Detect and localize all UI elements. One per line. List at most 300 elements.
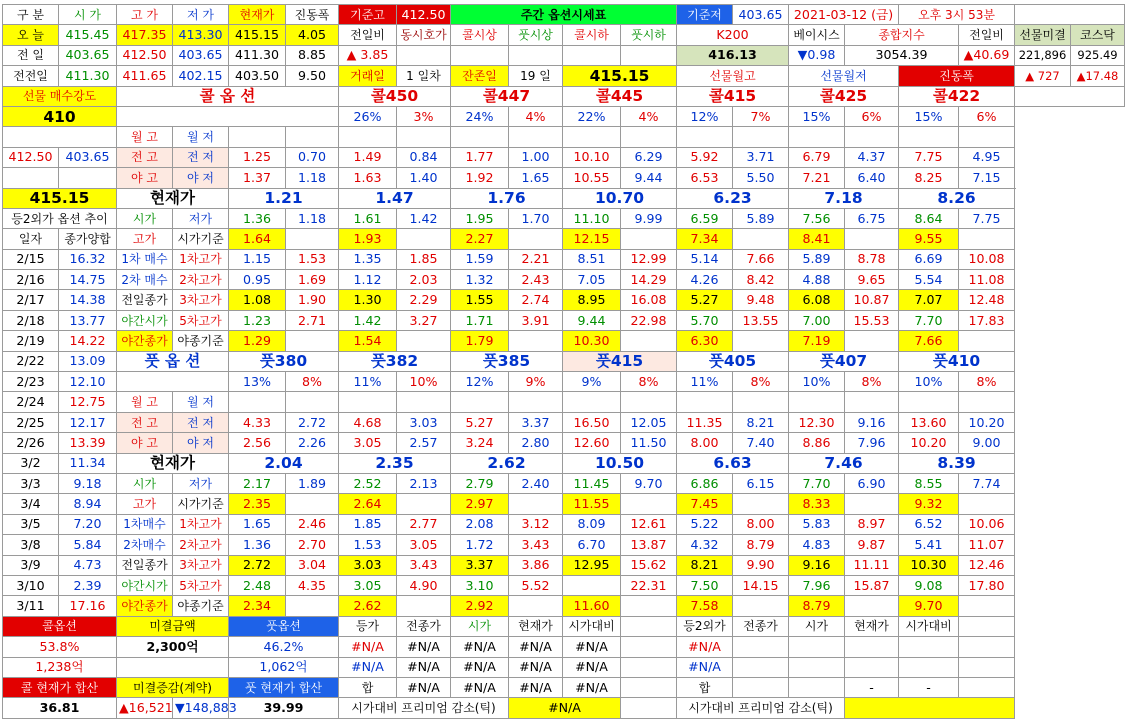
call-yajeo[interactable]: 1.65 [509,168,563,188]
call-jeongo[interactable]: 10.10 [563,147,621,167]
put-jeongo[interactable]: 12.30 [789,412,845,432]
header-current[interactable]: 현재가 [229,5,286,25]
put-value[interactable]: 8.21 [677,555,733,575]
put-pct-a[interactable]: 11% [677,372,733,392]
call-pct-b[interactable]: 4% [621,106,677,126]
call-jeonjeo[interactable]: 1.00 [509,147,563,167]
call-jeonjeo[interactable]: 3.71 [733,147,789,167]
cell[interactable] [899,127,959,147]
row-label[interactable]: 2차매수 [117,535,173,555]
table-a-r2[interactable]: #N/A [339,657,397,677]
call-top-label[interactable]: 콜시상 [451,25,509,45]
cell[interactable] [959,637,1015,657]
cell[interactable] [509,494,563,514]
put-night-close[interactable]: 2.62 [339,596,397,616]
call-current[interactable]: 10.70 [563,188,677,208]
put-open[interactable]: 2.17 [229,473,286,493]
low-value[interactable]: 413.30 [173,25,229,45]
table-a-footer-label[interactable]: 시가대비 프리미엄 감소(틱) [339,698,509,718]
current-value[interactable]: 411.30 [229,45,286,65]
fut-month-low[interactable]: 선물월저 [789,66,899,86]
range-value[interactable]: 9.50 [286,66,339,86]
call-value[interactable]: 7.05 [563,270,621,290]
cell[interactable] [845,657,899,677]
put-value[interactable]: 7.50 [677,575,733,595]
k200-label[interactable]: K200 [677,25,789,45]
range-value[interactable]: 8.85 [286,45,339,65]
put-value[interactable]: 2.46 [286,514,339,534]
call-pct-a[interactable]: 22% [563,106,621,126]
put-title[interactable]: 풋 옵 션 [117,351,229,371]
put-yajeo[interactable]: 9.00 [959,433,1015,453]
call-night-close[interactable]: 10.30 [563,331,621,351]
put-jeonjeo[interactable]: 3.03 [397,412,451,432]
call-value[interactable]: 1.08 [229,290,286,310]
call-open[interactable]: 6.59 [677,208,733,228]
cell[interactable] [621,331,677,351]
call-cur-big[interactable]: 415.15 [3,188,117,208]
put-sum-label[interactable]: 풋 현재가 합산 [229,677,339,697]
cell[interactable] [899,657,959,677]
high-label[interactable]: 고가 [117,494,173,514]
table-a-h1[interactable]: 전종가 [397,616,451,636]
put-night-close[interactable]: 8.79 [789,596,845,616]
cell[interactable] [899,392,959,412]
call-pct-a[interactable]: 15% [789,106,845,126]
date-cell[interactable]: 2/23 [3,372,59,392]
call-value[interactable]: 7.07 [899,290,959,310]
trade-day-label[interactable]: 거래일 [339,66,397,86]
cell[interactable] [845,127,899,147]
put-value[interactable]: 4.35 [286,575,339,595]
cell[interactable] [959,596,1015,616]
put-value[interactable]: 2.48 [229,575,286,595]
current-value[interactable]: 415.15 [229,25,286,45]
cell[interactable] [1015,5,1125,25]
left-val1[interactable]: 412.50 [3,147,59,167]
kospi-label[interactable]: 종합지수 [845,25,959,45]
call-value[interactable]: 1.71 [451,310,509,330]
table-b-footer-label[interactable]: 시가대비 프리미엄 감소(틱) [677,698,845,718]
put-high[interactable]: 11.55 [563,494,621,514]
put-open[interactable]: 7.70 [789,473,845,493]
put-pct[interactable]: 46.2% [229,637,339,657]
open-value[interactable]: 403.65 [59,45,117,65]
high-value[interactable]: 411.65 [117,66,173,86]
put-strike[interactable]: 풋385 [451,351,563,371]
put-high[interactable]: 9.32 [899,494,959,514]
call-value[interactable]: 2.03 [397,270,451,290]
put-value[interactable]: 3.03 [339,555,397,575]
trend-label[interactable]: 등2외가 옵션 추이 [3,208,117,228]
call-night-close[interactable]: 6.30 [677,331,733,351]
cell[interactable] [339,127,397,147]
cell[interactable] [286,127,339,147]
table-a-r2[interactable]: #N/A [509,657,563,677]
night-close-label[interactable]: 야간종가 [117,331,173,351]
call-jeongo[interactable]: 6.79 [789,147,845,167]
call-yajeo[interactable]: 1.18 [286,168,339,188]
cell[interactable] [621,637,677,657]
simultaneous-label[interactable]: 동시호가 [397,25,451,45]
cell[interactable] [789,637,845,657]
call-jeonjeo-label[interactable]: 전 저 [173,147,229,167]
table-b-h1[interactable]: 전종가 [733,616,789,636]
call-sum[interactable]: 36.81 [3,698,117,718]
close-sum[interactable]: 16.32 [59,249,117,269]
row-label[interactable]: 전일종가 [117,555,173,575]
date-cell[interactable]: 2/18 [3,310,59,330]
put-low[interactable]: 7.74 [959,473,1015,493]
call-high[interactable]: 8.41 [789,229,845,249]
kosdaq-label[interactable]: 코스닥 [1071,25,1125,45]
date-cell[interactable]: 3/8 [3,535,59,555]
close-sum[interactable]: 5.84 [59,535,117,555]
cell[interactable] [286,331,339,351]
put-night-close[interactable]: 2.92 [451,596,509,616]
call-value[interactable]: 6.69 [899,249,959,269]
put-monthly-high-label[interactable]: 월 고 [117,392,173,412]
call-current[interactable]: 1.76 [451,188,563,208]
close-sum[interactable]: 17.16 [59,596,117,616]
call-jeongo[interactable]: 1.49 [339,147,397,167]
put-yago[interactable]: 3.24 [451,433,509,453]
put-yago[interactable]: 8.00 [677,433,733,453]
call-high[interactable]: 2.27 [451,229,509,249]
put-low[interactable]: 6.90 [845,473,899,493]
put-current[interactable]: 7.46 [789,453,899,473]
put-cur-label[interactable]: 현재가 [117,453,229,473]
fut-month-high[interactable]: 선물월고 [677,66,789,86]
call-open[interactable]: 8.64 [899,208,959,228]
put-value[interactable]: 3.05 [339,575,397,595]
call-value[interactable]: 1.55 [451,290,509,310]
high-value[interactable]: 412.50 [117,45,173,65]
put-pct-b[interactable]: 8% [286,372,339,392]
call-value[interactable]: 1.90 [286,290,339,310]
close-sum[interactable]: 4.73 [59,555,117,575]
close-sum[interactable]: 12.10 [59,372,117,392]
put-pct-a[interactable]: 12% [451,372,509,392]
call-current[interactable]: 6.23 [677,188,789,208]
put-yajeo[interactable]: 7.96 [845,433,899,453]
call-value[interactable]: 17.83 [959,310,1015,330]
call-low[interactable]: 5.89 [733,208,789,228]
call-jeonjeo[interactable]: 0.84 [397,147,451,167]
kospi-prev-label[interactable]: 전일비 [959,25,1015,45]
cell[interactable] [789,392,845,412]
cell[interactable] [397,229,451,249]
cell[interactable] [509,331,563,351]
put-strike[interactable]: 풋382 [339,351,451,371]
call-value[interactable]: 8.42 [733,270,789,290]
call-value[interactable]: 1.35 [339,249,397,269]
row-label[interactable]: 전일종가 [117,290,173,310]
put-value[interactable]: 8.97 [845,514,899,534]
call-value[interactable]: 15.53 [845,310,899,330]
call-value[interactable]: 8.51 [563,249,621,269]
put-current[interactable]: 2.35 [339,453,451,473]
put-current[interactable]: 6.63 [677,453,789,473]
high-base-label[interactable]: 시가기준 [173,494,229,514]
strength-value[interactable]: 410 [3,106,117,126]
call-sum-label[interactable]: 콜 현재가 합산 [3,677,117,697]
put-current[interactable]: 2.62 [451,453,563,473]
row-label[interactable]: 1차 매수 [117,249,173,269]
base-high-value[interactable]: 412.50 [397,5,451,25]
put-open[interactable]: 11.45 [563,473,621,493]
cell[interactable] [621,616,677,636]
cell[interactable] [509,45,563,65]
call-yago[interactable]: 1.92 [451,168,509,188]
cell[interactable] [733,127,789,147]
call-value[interactable]: 6.08 [789,290,845,310]
kospi-prev-value[interactable]: ▲40.69 [959,45,1015,65]
put-value[interactable]: 6.52 [899,514,959,534]
put-low[interactable]: 1.89 [286,473,339,493]
put-value[interactable]: 9.90 [733,555,789,575]
high-value[interactable]: 417.35 [117,25,173,45]
oi-chg-label[interactable]: 미결증감(계약) [117,677,229,697]
call-strike[interactable]: 콜450 [339,86,451,106]
call-value[interactable]: 10.08 [959,249,1015,269]
call-yago[interactable]: 10.55 [563,168,621,188]
call-yajeo[interactable]: 1.40 [397,168,451,188]
put-amount[interactable]: 1,062억 [229,657,339,677]
call-value[interactable]: 16.08 [621,290,677,310]
put-strike[interactable]: 풋380 [229,351,339,371]
call-value[interactable]: 5.54 [899,270,959,290]
put-low[interactable]: 2.40 [509,473,563,493]
call-value[interactable]: 22.98 [621,310,677,330]
kospi-value[interactable]: 3054.39 [845,45,959,65]
put-value[interactable]: 15.62 [621,555,677,575]
call-value[interactable]: 9.44 [563,310,621,330]
call-night-close[interactable]: 1.29 [229,331,286,351]
cell[interactable] [959,657,1015,677]
put-pct-a[interactable]: 13% [229,372,286,392]
oi-amount[interactable]: 2,300억 [117,637,229,657]
put-jeonjeo[interactable]: 8.21 [733,412,789,432]
row-label[interactable]: 5차고가 [173,310,229,330]
call-strike[interactable]: 콜415 [677,86,789,106]
cell[interactable] [845,637,899,657]
close-sum[interactable]: 12.17 [59,412,117,432]
call-strike[interactable]: 콜447 [451,86,563,106]
row-label[interactable]: 전 일 [3,45,59,65]
call-pct[interactable]: 53.8% [3,637,117,657]
call-low[interactable]: 1.18 [286,208,339,228]
cell[interactable] [845,392,899,412]
low-label[interactable]: 저가 [173,473,229,493]
put-value[interactable]: 12.46 [959,555,1015,575]
night-base-label[interactable]: 야종기준 [173,596,229,616]
put-low[interactable]: 2.13 [397,473,451,493]
put-current[interactable]: 10.50 [563,453,677,473]
current-value[interactable]: 403.50 [229,66,286,86]
date-cell[interactable]: 3/2 [3,453,59,473]
put-open[interactable]: 8.55 [899,473,959,493]
range-value[interactable]: 4.05 [286,25,339,45]
put-value[interactable]: 4.32 [677,535,733,555]
close-sum[interactable]: 12.75 [59,392,117,412]
put-value[interactable]: 8.09 [563,514,621,534]
date-cell[interactable]: 2/26 [3,433,59,453]
put-yajeo[interactable]: 2.80 [509,433,563,453]
call-yago-label[interactable]: 야 고 [117,168,173,188]
cell[interactable] [845,596,899,616]
trade-day-value[interactable]: 1 일차 [397,66,451,86]
put-jeongo[interactable]: 4.68 [339,412,397,432]
put-bottom-label[interactable]: 풋시하 [621,25,677,45]
basis-label[interactable]: 베이시스 [789,25,845,45]
close-sum[interactable]: 13.77 [59,310,117,330]
put-current[interactable]: 2.04 [229,453,339,473]
table-a-sum-label[interactable]: 합 [339,677,397,697]
call-high[interactable]: 7.34 [677,229,733,249]
call-jeongo[interactable]: 7.75 [899,147,959,167]
put-value[interactable]: 3.43 [397,555,451,575]
call-yago[interactable]: 7.21 [789,168,845,188]
put-jeongo[interactable]: 5.27 [451,412,509,432]
put-value[interactable]: 17.80 [959,575,1015,595]
low-value[interactable]: 403.65 [173,45,229,65]
remain-label[interactable]: 잔존일 [451,66,509,86]
night-close-label[interactable]: 야간종가 [117,596,173,616]
row-label[interactable]: 오 늘 [3,25,59,45]
put-value[interactable]: 11.11 [845,555,899,575]
basis-value[interactable]: ▼0.98 [789,45,845,65]
call-value[interactable]: 12.48 [959,290,1015,310]
put-yajeo[interactable]: 7.40 [733,433,789,453]
call-pct-a[interactable]: 26% [339,106,397,126]
row-label[interactable]: 야간시가 [117,575,173,595]
header-high[interactable]: 고 가 [117,5,173,25]
open-label[interactable]: 시가 [117,208,173,228]
cell[interactable] [733,677,789,697]
table-a-r1[interactable]: #N/A [451,637,509,657]
call-pct-a[interactable]: 12% [677,106,733,126]
cell[interactable] [621,229,677,249]
put-jeonjeo[interactable]: 3.37 [509,412,563,432]
futures-oi-value[interactable]: 221,896 [1015,45,1071,65]
cell[interactable] [677,392,733,412]
futures-oi-label[interactable]: 선물미결 [1015,25,1071,45]
cell[interactable] [621,127,677,147]
put-value[interactable]: 3.43 [509,535,563,555]
cell[interactable] [789,657,845,677]
call-low[interactable]: 1.70 [509,208,563,228]
put-night-close[interactable]: 7.58 [677,596,733,616]
call-value[interactable]: 5.27 [677,290,733,310]
put-yago[interactable]: 2.56 [229,433,286,453]
put-night-close[interactable]: 2.34 [229,596,286,616]
put-high[interactable]: 2.97 [451,494,509,514]
call-cur-label[interactable]: 현재가 [117,188,229,208]
put-yago[interactable]: 12.60 [563,433,621,453]
close-sum[interactable]: 9.18 [59,473,117,493]
cell[interactable] [339,392,397,412]
table-a-r1[interactable]: #N/A [397,637,451,657]
row-label[interactable]: 전전일 [3,66,59,86]
call-value[interactable]: 1.32 [451,270,509,290]
close-sum[interactable]: 13.39 [59,433,117,453]
put-jeonjeo-label[interactable]: 전 저 [173,412,229,432]
close-sum[interactable]: 14.75 [59,270,117,290]
put-low[interactable]: 9.70 [621,473,677,493]
put-jeongo[interactable]: 4.33 [229,412,286,432]
call-yago[interactable]: 1.63 [339,168,397,188]
put-value[interactable]: 9.16 [789,555,845,575]
remain-value[interactable]: 19 일 [509,66,563,86]
put-value[interactable]: 3.86 [509,555,563,575]
table-b-h2[interactable]: 시가 [789,616,845,636]
put-yago[interactable]: 8.86 [789,433,845,453]
header-open[interactable]: 시 가 [59,5,117,25]
cell[interactable] [3,127,117,147]
open-label[interactable]: 시가 [117,473,173,493]
put-value[interactable]: 3.37 [451,555,509,575]
put-yago-label[interactable]: 야 고 [117,433,173,453]
put-high[interactable]: 7.45 [677,494,733,514]
call-high[interactable]: 9.55 [899,229,959,249]
date-cell[interactable]: 3/10 [3,575,59,595]
cell[interactable] [733,637,789,657]
put-value[interactable]: 1.65 [229,514,286,534]
put-value[interactable]: 2.08 [451,514,509,534]
close-sum[interactable]: 14.38 [59,290,117,310]
call-monthly-high-label[interactable]: 월 고 [117,127,173,147]
cell[interactable] [733,331,789,351]
cell[interactable] [286,392,339,412]
date-cell[interactable]: 2/17 [3,290,59,310]
put-value[interactable]: 1.53 [339,535,397,555]
cell[interactable] [621,392,677,412]
range-label[interactable]: 진동폭 [899,66,1015,86]
call-summary-label[interactable]: 콜옵션 [3,616,117,636]
base-low-value[interactable]: 403.65 [733,5,789,25]
put-open[interactable]: 6.86 [677,473,733,493]
call-open[interactable]: 7.56 [789,208,845,228]
call-value[interactable]: 1.23 [229,310,286,330]
close-trend-label[interactable]: 종가양합 [59,229,117,249]
cell[interactable] [959,127,1015,147]
call-value[interactable]: 5.89 [789,249,845,269]
row-label[interactable]: 1차매수 [117,514,173,534]
put-pct-a[interactable]: 10% [789,372,845,392]
put-high[interactable]: 2.64 [339,494,397,514]
date-cell[interactable]: 2/24 [3,392,59,412]
put-pct-b[interactable]: 8% [959,372,1015,392]
put-value[interactable]: 1.85 [339,514,397,534]
put-value[interactable]: 5.41 [899,535,959,555]
cell[interactable] [286,494,339,514]
call-pct-a[interactable]: 15% [899,106,959,126]
call-yago[interactable]: 6.53 [677,168,733,188]
table-b-r1[interactable]: #N/A [677,637,733,657]
table-a-r2[interactable]: #N/A [563,657,621,677]
call-value[interactable]: 5.14 [677,249,733,269]
call-current[interactable]: 1.47 [339,188,451,208]
call-strike[interactable]: 콜425 [789,86,899,106]
put-strike[interactable]: 풋410 [899,351,1015,371]
call-bottom-label[interactable]: 콜시하 [563,25,621,45]
header-range[interactable]: 진동폭 [286,5,339,25]
call-value[interactable]: 9.48 [733,290,789,310]
put-night-close[interactable]: 9.70 [899,596,959,616]
cell[interactable] [397,331,451,351]
cell[interactable] [117,657,229,677]
